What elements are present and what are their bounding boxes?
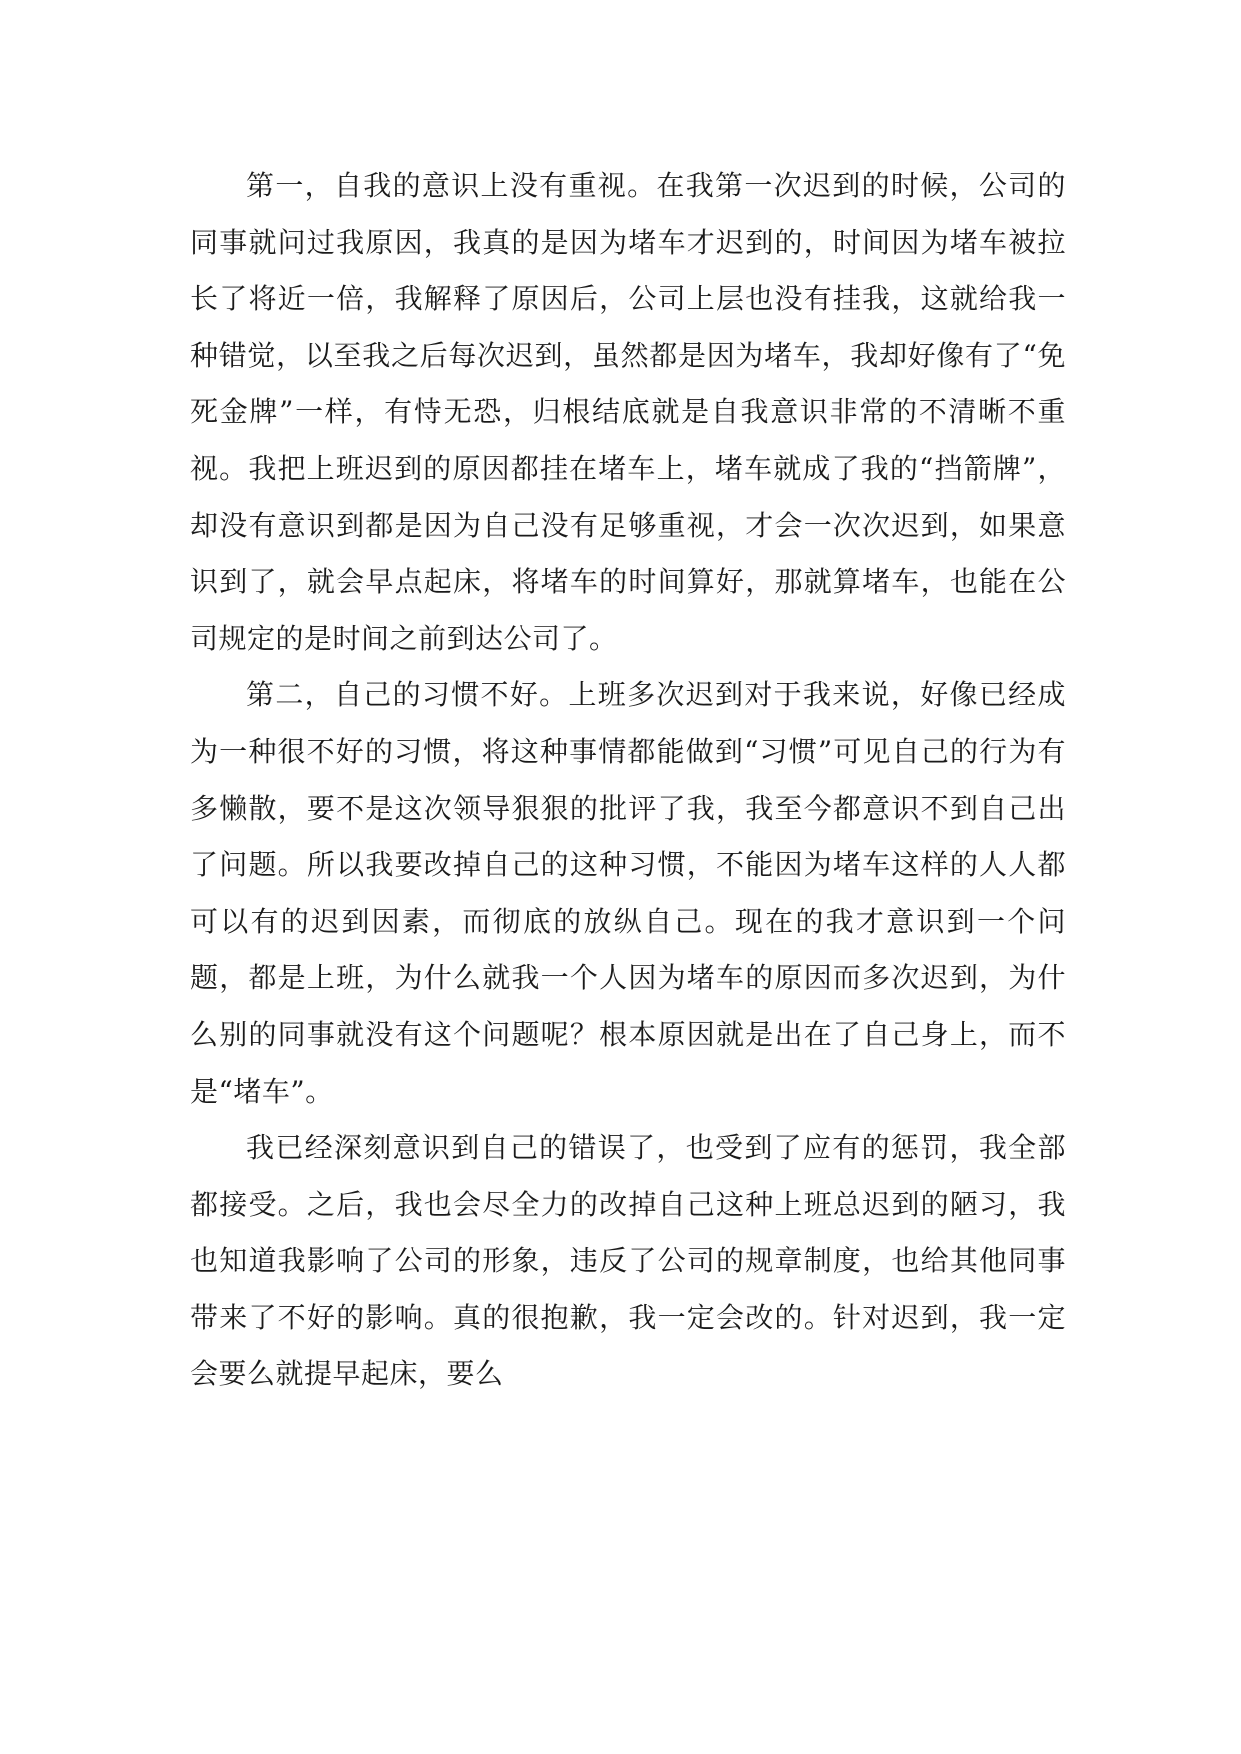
paragraph-2: 第二，自己的习惯不好。上班多次迟到对于我来说，好像已经成为一种很不好的习惯，将这种事情都能做到“习惯”可见自己的行为有多懒散，要不是这次领导狠狠的批评了我，我至今都意识不到自己出了问题。所以我要改掉自己的这种习惯，不能因为堵车这样的人人都可以有的迟到因素，而彻底的放纵自己。现在的我才意识到一个问题，都是上班，为什么就我一个人因为堵车的原因而多次迟到，为什么别的同事就没有这个问题呢？根本原因就是出在了自己身上，而不是“堵车”。 [190,678,1066,1108]
paragraph-3: 我已经深刻意识到自己的错误了，也受到了应有的惩罚，我全部都接受。之后，我也会尽全力的改掉自己这种上班总迟到的陋习，我也知道我影响了公司的形象，违反了公司的规章制度，也给其他同事带来了不好的影响。真的很抱歉，我一定会改的。针对迟到，我一定会要么就提早起床，要么 [190,1131,1066,1391]
document-body [190,158,1066,1403]
paragraph-1: 第一，自我的意识上没有重视。在我第一次迟到的时候，公司的同事就问过我原因，我真的是因为堵车才迟到的，时间因为堵车被拉长了将近一倍，我解释了原因后，公司上层也没有挂我，这就给我一种错觉，以至我之后每次迟到，虽然都是因为堵车，我却好像有了“免死金牌”一样，有恃无恐，归根结底就是自我意识非常的不清晰不重视。我把上班迟到的原因都挂在堵车上，堵车就成了我的“挡箭牌”，却没有意识到都是因为自己没有足够重视，才会一次次迟到，如果意识到了，就会早点起床，将堵车的时间算好，那就算堵车，也能在公司规定的是时间之前到达公司了。 [190,169,1066,655]
